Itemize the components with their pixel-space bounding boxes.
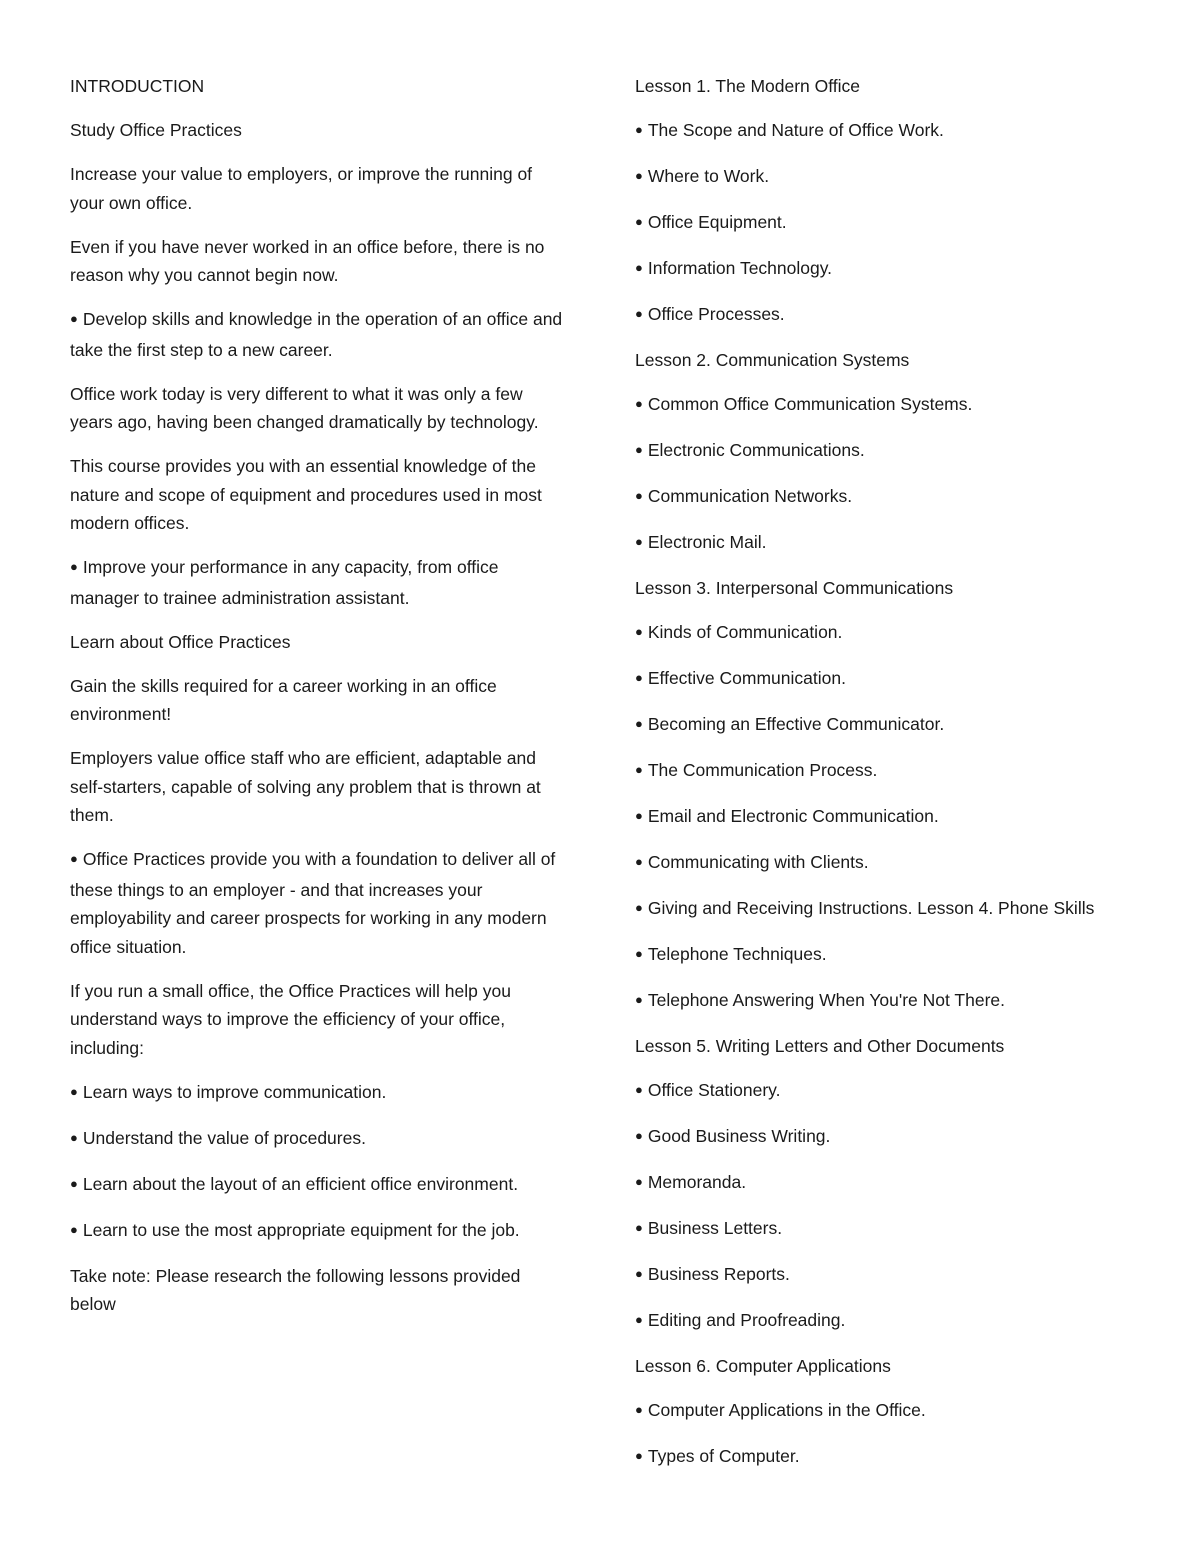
bullet-item: ● Understand the value of procedures. — [70, 1124, 570, 1155]
paragraph: Lesson 5. Writing Letters and Other Documents — [635, 1036, 1005, 1056]
bullet-item: ● Office Equipment. — [635, 208, 1115, 239]
paragraph: Lesson 3. Interpersonal Communications — [635, 578, 954, 598]
left-column — [70, 72, 570, 1334]
bullet-item: ● Electronic Communications. — [635, 436, 1115, 467]
paragraph: Even if you have never worked in an office before, there is no reason why you cannot begin now. — [70, 236, 545, 285]
bullet-item: ● Common Office Communication Systems. — [635, 390, 1115, 421]
paragraph: Increase your value to employers, or improve the running of your own office. — [70, 164, 533, 213]
paragraph: Office work today is very different to what it was only a few years ago, having been changed dramatically by technology. — [70, 383, 539, 432]
bullet-item: ● Email and Electronic Communication. — [635, 802, 1115, 833]
paragraph: Learn about Office Practices — [70, 631, 291, 652]
bullet-item: ● Where to Work. — [635, 162, 1115, 193]
bullet-item: ● Good Business Writing. — [635, 1122, 1115, 1153]
paragraph: INTRODUCTION — [70, 76, 205, 96]
bullet-item: ● Business Letters. — [635, 1214, 1115, 1245]
paragraph: If you run a small office, the Office Practices will help you understand ways to improve the efficiency of your office, including: — [70, 980, 511, 1058]
bullet-item: ● Office Practices provide you with a foundation to deliver all of these things to an employer - and that increases your employability and career prospects for working in any modern office situation. — [70, 845, 570, 961]
bullet-item: ● Learn about the layout of an efficient office environment. — [70, 1170, 570, 1201]
bullet-item: ● Telephone Techniques. — [635, 940, 1115, 971]
bullet-item: ● Types of Computer. — [635, 1442, 1115, 1473]
bullet-item: ● Electronic Mail. — [635, 528, 1115, 559]
bullet-item: ● Information Technology. — [635, 254, 1115, 285]
bullet-item: ● Editing and Proofreading. — [635, 1306, 1115, 1337]
paragraph: Lesson 6. Computer Applications — [635, 1356, 891, 1376]
bullet-item: ● Giving and Receiving Instructions. Lesson 4. Phone Skills — [635, 894, 1115, 925]
bullet-item: ● Develop skills and knowledge in the operation of an office and take the first step to a new career. — [70, 305, 570, 364]
bullet-item: ● Becoming an Effective Communicator. — [635, 710, 1115, 741]
bullet-item: ● The Communication Process. — [635, 756, 1115, 787]
bullet-item: ● Learn to use the most appropriate equipment for the job. — [70, 1216, 570, 1247]
bullet-item: ● Telephone Answering When You're Not There. — [635, 986, 1115, 1017]
bullet-item: ● The Scope and Nature of Office Work. — [635, 116, 1115, 147]
paragraph: Lesson 2. Communication Systems — [635, 350, 910, 370]
bullet-item: ● Kinds of Communication. — [635, 618, 1115, 649]
right-column — [635, 72, 1115, 1488]
bullet-item: ● Office Stationery. — [635, 1076, 1115, 1107]
paragraph: Take note: Please research the following lessons provided below — [70, 1265, 521, 1314]
bullet-item: ● Computer Applications in the Office. — [635, 1396, 1115, 1427]
paragraph: Lesson 1. The Modern Office — [635, 76, 861, 96]
bullet-item: ● Improve your performance in any capacity, from office manager to trainee administration assistant. — [70, 553, 570, 612]
paragraph: Study Office Practices — [70, 120, 242, 140]
paragraph: This course provides you with an essential knowledge of the nature and scope of equipment and procedures used in most modern offices. — [70, 456, 542, 533]
bullet-item: ● Effective Communication. — [635, 664, 1115, 695]
bullet-item: ● Communication Networks. — [635, 482, 1115, 513]
bullet-item: ● Memoranda. — [635, 1168, 1115, 1199]
paragraph: Employers value office staff who are efficient, adaptable and self-starters, capable of solving any problem that is thrown at them. — [70, 748, 541, 825]
paragraph: Gain the skills required for a career working in an office environment! — [70, 675, 497, 724]
bullet-item: ● Learn ways to improve communication. — [70, 1078, 570, 1109]
bullet-item: ● Communicating with Clients. — [635, 848, 1115, 879]
bullet-item: ● Office Processes. — [635, 300, 1115, 331]
bullet-item: ● Business Reports. — [635, 1260, 1115, 1291]
